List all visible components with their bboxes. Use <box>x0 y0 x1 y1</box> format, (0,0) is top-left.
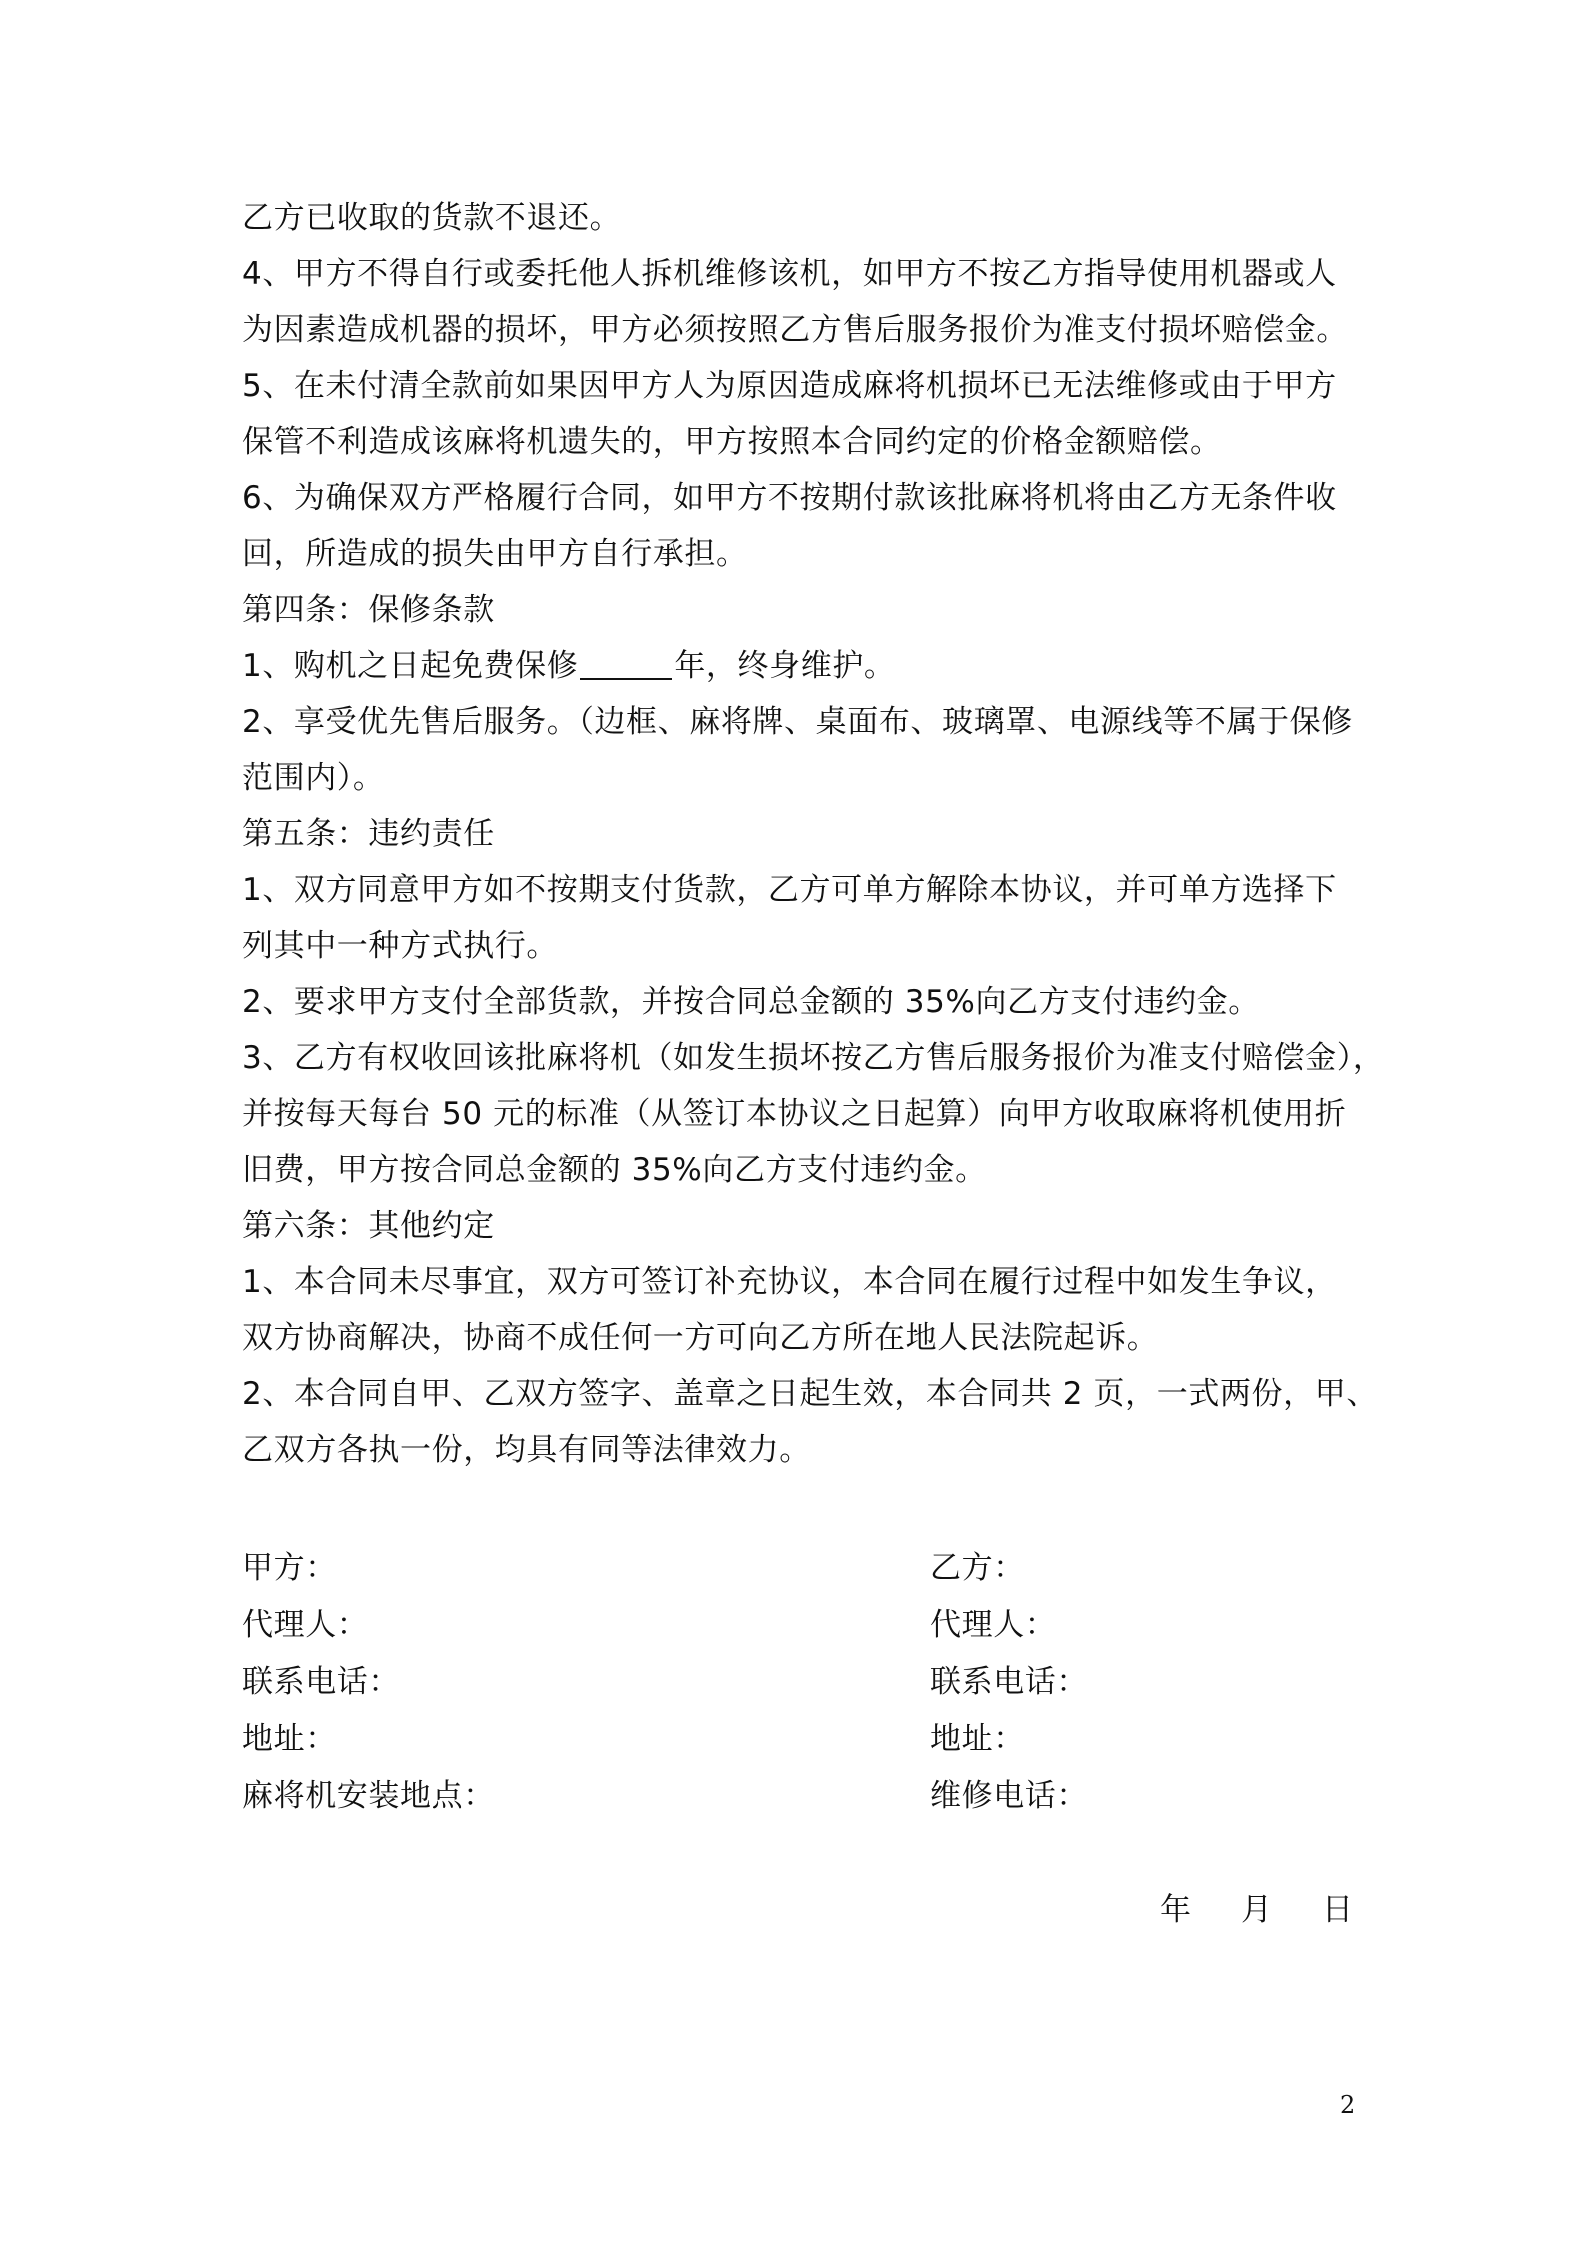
contract-line: 2、享受优先售后服务。（边框、麻将牌、桌面布、玻璃罩、电源线等不属于保修 <box>242 704 1353 740</box>
contract-line: 6、为确保双方严格履行合同，如甲方不按期付款该批麻将机将由乙方无条件收 <box>242 480 1337 516</box>
warranty-text-before: 1、购机之日起免费保修 <box>242 648 579 684</box>
warranty-years-blank[interactable] <box>580 648 672 680</box>
section-heading-warranty: 第四条：保修条款 <box>242 592 495 628</box>
date-month: 月 <box>1241 1892 1272 1928</box>
signature-row <box>242 1597 1352 1654</box>
contract-line: 乙双方各执一份，均具有同等法律效力。 <box>242 1432 811 1468</box>
signing-date <box>1160 1882 1353 1938</box>
contract-line: 4、甲方不得自行或委托他人拆机维修该机，如甲方不按乙方指导使用机器或人 <box>242 256 1337 292</box>
contract-line: 1、本合同未尽事宜，双方可签订补充协议，本合同在履行过程中如发生争议， <box>242 1264 1337 1300</box>
contract-line: 3、乙方有权收回该批麻将机（如发生损坏按乙方售后服务报价为准支付赔偿金）， <box>242 1040 1385 1076</box>
contract-line: 列其中一种方式执行。 <box>242 928 558 964</box>
signature-row <box>242 1654 1352 1711</box>
contract-line: 2、要求甲方支付全部货款，并按合同总金额的 35%向乙方支付违约金。 <box>242 984 1260 1020</box>
signature-row <box>242 1711 1352 1768</box>
contract-line: 保管不利造成该麻将机遗失的，甲方按照本合同约定的价格金额赔偿。 <box>242 424 1222 460</box>
contract-line: 旧费，甲方按合同总金额的 35%向乙方支付违约金。 <box>242 1152 987 1188</box>
party-a-phone-label: 联系电话： <box>242 1664 400 1700</box>
signature-block <box>242 1540 1352 1825</box>
date-day: 日 <box>1322 1892 1353 1928</box>
party-a-address-label: 地址： <box>242 1721 337 1757</box>
contract-line: 为因素造成机器的损坏，甲方必须按照乙方售后服务报价为准支付损坏赔偿金。 <box>242 312 1348 348</box>
signature-row <box>242 1540 1352 1597</box>
section-heading-liability: 第五条：违约责任 <box>242 816 495 852</box>
party-a-label: 甲方： <box>242 1550 337 1586</box>
contract-line: 2、本合同自甲、乙双方签字、盖章之日起生效，本合同共 2 页，一式两份，甲、 <box>242 1376 1378 1412</box>
contract-line: 双方协商解决，协商不成任何一方可向乙方所在地人民法院起诉。 <box>242 1320 1159 1356</box>
contract-line: 回，所造成的损失由甲方自行承担。 <box>242 536 748 572</box>
party-b-phone-label: 联系电话： <box>930 1664 1088 1700</box>
party-a-agent-label: 代理人： <box>242 1607 369 1643</box>
party-b-address-label: 地址： <box>930 1721 1025 1757</box>
contract-line: 5、在未付清全款前如果因甲方人为原因造成麻将机损坏已无法维修或由于甲方 <box>242 368 1337 404</box>
contract-line: 乙方已收取的货款不退还。 <box>242 200 622 236</box>
party-b-label: 乙方： <box>930 1550 1025 1586</box>
installation-location-label: 麻将机安装地点： <box>242 1778 495 1814</box>
contract-line: 1、双方同意甲方如不按期支付货款，乙方可单方解除本协议，并可单方选择下 <box>242 872 1337 908</box>
date-year: 年 <box>1160 1892 1191 1928</box>
page-number: 2 <box>1340 2091 1356 2119</box>
warranty-text-after: 年，终身维护。 <box>674 648 896 684</box>
section-heading-other: 第六条：其他约定 <box>242 1208 495 1244</box>
signature-row <box>242 1768 1352 1825</box>
party-b-agent-label: 代理人： <box>930 1607 1057 1643</box>
warranty-term-line <box>242 638 1352 694</box>
repair-phone-label: 维修电话： <box>930 1778 1088 1814</box>
contract-line: 并按每天每台 50 元的标准（从签订本协议之日起算）向甲方收取麻将机使用折 <box>242 1096 1347 1132</box>
contract-line: 范围内）。 <box>242 760 385 796</box>
contract-body <box>242 190 1385 1478</box>
